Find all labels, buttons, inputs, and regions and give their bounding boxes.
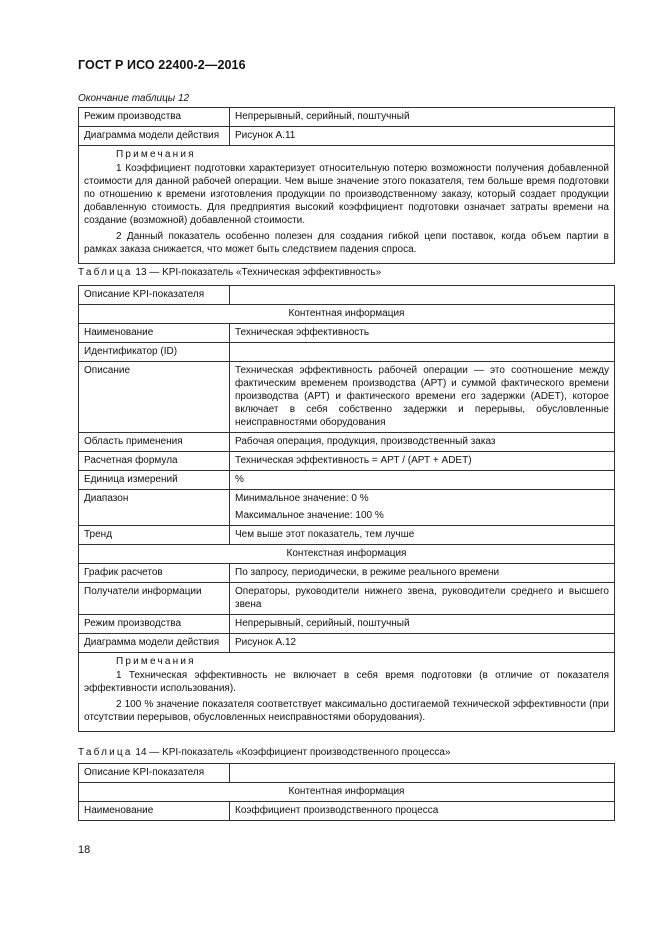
document-header: ГОСТ Р ИСО 22400-2—2016 — [78, 58, 246, 72]
table12-continuation — [78, 107, 615, 264]
row-label: Диаграмма модели действия — [79, 634, 230, 653]
section-row — [79, 545, 615, 564]
range-max: Максимальное значение: 100 % — [235, 510, 384, 521]
table-row — [79, 324, 615, 343]
row-value: Рисунок А.12 — [230, 634, 615, 653]
section-heading: Контентная информация — [79, 783, 615, 802]
table-row — [79, 526, 615, 545]
table-row — [79, 615, 615, 634]
note-item: 2 Данный показатель особенно полезен для создания гибкой цепи поставок, когда объем партии в рамках заказа снижается, что может быть следствием падения спроса. — [84, 231, 609, 255]
row-label: Расчетная формула — [79, 452, 230, 471]
row-label: Диаграмма модели действия — [79, 127, 230, 146]
row-label: Идентификатор (ID) — [79, 343, 230, 362]
note-item: 2 100 % значение показателя соответствует максимально достигаемой технической эффективности (при отсутствии перерывов, обусловленных неисправностями оборудования). — [84, 699, 609, 723]
row-label: Описание KPI-показателя — [79, 286, 230, 305]
row-label: Единица измерений — [79, 471, 230, 490]
table12-continuation-caption: Окончание таблицы 12 — [78, 93, 190, 104]
row-value: Техническая эффективность = АРТ / (АРТ + ADET) — [230, 452, 615, 471]
table-row — [79, 127, 615, 146]
table-row — [79, 802, 615, 821]
row-value: Чем выше этот показатель, тем лучше — [230, 526, 615, 545]
row-label: Получатели информации — [79, 583, 230, 615]
notes-row — [79, 653, 615, 732]
row-value: Техническая эффективность рабочей операции — это соотношение между фактическим временем производства (АРТ) и суммой фактического времени производства (АРТ) и фактического времени его задержки (ADET), которое включает в себя собственно задержки и перерывы, обусловленные неисправностями оборудования — [230, 362, 615, 433]
table-row — [79, 108, 615, 127]
table13-caption-prefix: Таблица — [78, 267, 133, 278]
row-value: Коэффициент производственного процесса — [230, 802, 615, 821]
row-value: % — [230, 471, 615, 490]
table13-caption-text: 13 — KPI-показатель «Техническая эффективность» — [132, 267, 382, 278]
table-row — [79, 471, 615, 490]
table13-caption — [78, 267, 381, 278]
table-row — [79, 564, 615, 583]
row-label: Описание — [79, 362, 230, 433]
table-row — [79, 286, 615, 305]
table-row — [79, 583, 615, 615]
section-row — [79, 783, 615, 802]
row-label: Режим производства — [79, 615, 230, 634]
table-row — [79, 452, 615, 471]
row-label: График расчетов — [79, 564, 230, 583]
row-value: Непрерывный, серийный, поштучный — [230, 615, 615, 634]
table14 — [78, 763, 615, 821]
row-value: Рабочая операция, продукция, производственный заказ — [230, 433, 615, 452]
section-heading: Контентная информация — [79, 305, 615, 324]
table-row — [79, 764, 615, 783]
row-value — [230, 764, 615, 783]
row-value — [230, 490, 615, 526]
row-label: Область применения — [79, 433, 230, 452]
row-label: Описание KPI-показателя — [79, 764, 230, 783]
table-row — [79, 362, 615, 433]
page-number: 18 — [78, 844, 91, 856]
table14-caption — [78, 747, 450, 758]
table14-caption-text: 14 — KPI-показатель «Коэффициент производственного процесса» — [132, 747, 451, 758]
table-row — [79, 634, 615, 653]
section-row — [79, 305, 615, 324]
table-row — [79, 433, 615, 452]
range-min: Минимальное значение: 0 % — [235, 493, 369, 504]
table13 — [78, 285, 615, 732]
table14-caption-prefix: Таблица — [78, 747, 133, 758]
section-heading: Контекстная информация — [79, 545, 615, 564]
row-value: Непрерывный, серийный, поштучный — [230, 108, 615, 127]
row-label: Наименование — [79, 802, 230, 821]
table-row — [79, 490, 615, 526]
row-value — [230, 343, 615, 362]
row-value: Операторы, руководители нижнего звена, руководители среднего и высшего звена — [230, 583, 615, 615]
notes-row — [79, 146, 615, 264]
row-label: Диапазон — [79, 490, 230, 526]
table-row — [79, 343, 615, 362]
note-item: 1 Техническая эффективность не включает в себя время подготовки (в отличие от показателя эффективности использования). — [84, 670, 609, 694]
row-label: Наименование — [79, 324, 230, 343]
row-label: Режим производства — [79, 108, 230, 127]
row-value — [230, 286, 615, 305]
row-value: Рисунок А.11 — [230, 127, 615, 146]
note-item: 1 Коэффициент подготовки характеризует относительную потерю возможности получения добавленной стоимости для данной рабочей операции. Чем выше значение этого показателя, тем больше время подготовки по отношению к времени изготовления продукции по производственному заказу, который создает продукции добавленную стоимость. Для предприятия высокий коэффициент подготовки означает затраты времени на создание (возможной) добавленной стоимости. — [84, 163, 609, 226]
row-label: Тренд — [79, 526, 230, 545]
notes-title: Примечания — [116, 149, 196, 160]
row-value: По запросу, периодически, в режиме реального времени — [230, 564, 615, 583]
row-value: Техническая эффективность — [230, 324, 615, 343]
notes-title: Примечания — [116, 656, 196, 667]
